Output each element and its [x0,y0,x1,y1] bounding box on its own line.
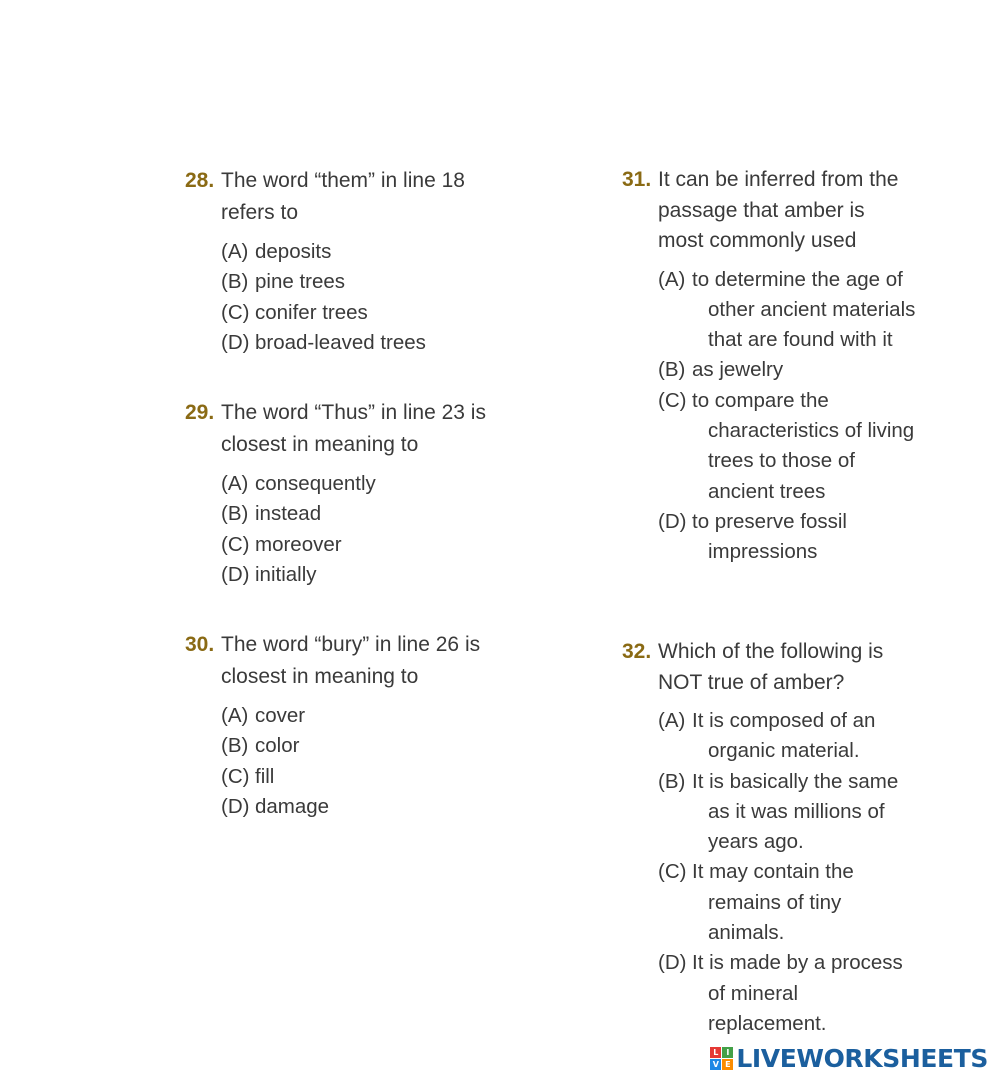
question-number: 31. [622,168,652,191]
answer-options [185,237,505,358]
option-letter: (A) [221,472,249,495]
question-stem [185,165,505,229]
option-text: to compare the characteristics of living trees to those of ancient trees [692,388,915,503]
question-text: The word “them” in line 18 refers to [221,169,465,224]
option-text: It is made by a process of mineral replacement. [692,951,903,1035]
option-b[interactable] [221,731,505,761]
option-d[interactable] [221,792,505,822]
option-a[interactable] [221,701,505,731]
option-letter: (A) [658,267,686,291]
option-text: to determine the age of other ancient materials that are found with it [692,267,916,352]
answer-options [622,706,922,1039]
question-number: 29. [185,401,215,424]
option-b[interactable] [221,499,505,529]
answer-options [185,701,505,822]
option-a[interactable] [658,706,922,767]
option-text: It may contain the remains of tiny animals. [692,860,854,945]
question-number: 30. [185,633,215,656]
option-b[interactable] [658,767,922,858]
option-letter: (D) [221,562,250,586]
answer-options [622,265,922,568]
question-text: The word “Thus” in line 23 is closest in meaning to [221,401,486,456]
question-32 [622,637,922,1039]
option-letter: (C) [221,532,250,556]
option-letter: (B) [221,734,249,758]
option-text: consequently [255,472,376,495]
answer-options [185,469,505,590]
question-number: 28. [185,169,215,192]
question-number: 32. [622,640,652,663]
option-text: initially [255,562,317,586]
option-text: moreover [255,532,342,556]
option-text: It is composed of an organic material. [692,709,876,763]
question-29 [185,397,505,590]
option-d[interactable] [221,560,505,590]
option-text: to preserve fossil impressions [692,509,847,564]
question-31 [622,165,922,567]
option-a[interactable] [221,237,505,267]
logo-mark-icon [710,1047,733,1070]
question-stem [185,397,505,461]
option-letter: (B) [221,502,249,526]
logo-mark-cell: I [722,1047,733,1058]
option-text: broad-leaved trees [255,330,426,354]
question-stem [622,165,922,257]
option-letter: (C) [658,388,687,412]
option-letter: (A) [221,704,249,727]
option-text: as jewelry [692,358,784,382]
option-c[interactable] [221,298,505,328]
option-d[interactable] [221,328,505,358]
logo-mark-cell: V [710,1059,721,1070]
logo-text: LIVEWORKSHEETS [736,1044,988,1073]
option-letter: (C) [221,300,250,324]
option-letter: (D) [221,330,250,354]
option-b[interactable] [221,267,505,297]
option-letter: (B) [658,769,686,793]
question-text: It can be inferred from the passage that amber is most commonly used [658,168,899,252]
option-letter: (C) [221,764,250,788]
option-text: fill [255,764,275,788]
option-c[interactable] [658,857,922,948]
question-28 [185,165,505,358]
option-text: damage [255,794,330,818]
option-letter: (B) [221,270,249,294]
logo-mark-cell: E [722,1059,733,1070]
question-stem [185,629,505,693]
question-30 [185,629,505,822]
option-text: pine trees [255,270,346,294]
liveworksheets-logo [710,1044,988,1073]
option-c[interactable] [221,762,505,792]
option-a[interactable] [221,469,505,499]
option-a[interactable] [658,265,922,356]
option-d[interactable] [658,948,922,1039]
option-text: cover [255,704,306,727]
option-text: instead [255,502,322,526]
question-text: The word “bury” in line 26 is closest in meaning to [221,633,481,688]
option-text: It is basically the same as it was millions of years ago. [692,769,899,854]
option-c[interactable] [221,530,505,560]
option-b[interactable] [658,355,922,385]
option-letter: (C) [658,860,687,884]
option-text: color [255,734,300,758]
option-letter: (D) [658,951,687,975]
option-letter: (D) [658,509,687,533]
option-d[interactable] [658,507,922,568]
option-c[interactable] [658,386,922,507]
option-letter: (D) [221,794,250,818]
option-letter: (A) [221,240,249,263]
logo-mark-cell: L [710,1047,721,1058]
option-letter: (B) [658,358,686,382]
question-text: Which of the following is NOT true of amber? [658,640,884,694]
question-stem [622,637,922,698]
option-text: deposits [255,240,332,263]
option-letter: (A) [658,709,686,732]
option-text: conifer trees [255,300,368,324]
